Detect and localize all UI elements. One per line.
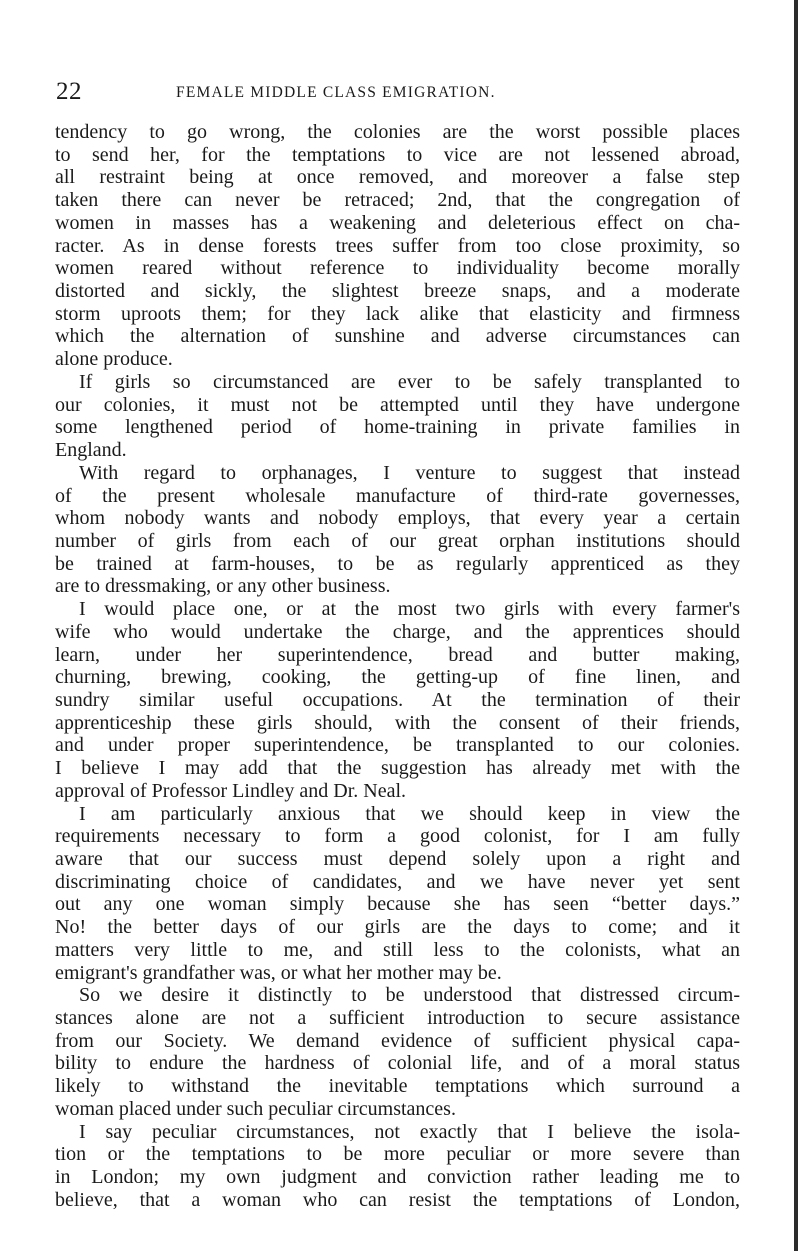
text-line: churning, brewing, cooking, the getting-up of fine linen, and [55,666,740,689]
text-line: in London; my own judgment and conviction rather leading me to [55,1166,740,1189]
text-line: number of girls from each of our great orphan institutions should [55,529,740,552]
text-line: tion or the temptations to be more peculiar or more severe than [55,1143,740,1166]
text-line: matters very little to me, and still less to the colonists, what an [55,938,740,961]
page-edge-rule [794,0,798,1251]
text-line: which the alternation of sunshine and adverse circumstances can [55,325,740,348]
text-line: apprenticeship these girls should, with the consent of their friends, [55,711,740,734]
text-line: So we desire it distinctly to be understood that distressed circum- [79,984,740,1007]
text-line: No! the better days of our girls are the days to come; and it [55,916,740,939]
text-line: out any one woman simply because she has seen “better days.” [55,893,740,916]
text-line: learn, under her superintendence, bread and butter making, [55,643,740,666]
text-line: believe, that a woman who can resist the temptations of London, [55,1188,740,1211]
text-line: alone produce. [55,348,173,371]
text-line: women in masses has a weakening and deleterious effect on cha- [55,211,740,234]
text-line: aware that our success must depend solely upon a right and [55,848,740,870]
text-line: and under proper superintendence, be transplanted to our colonies. [55,734,740,757]
text-line: racter. As in dense forests trees suffer from too close proximity, so [55,234,740,257]
text-line: bility to endure the hardness of colonial life, and of a moral status [55,1052,740,1075]
text-line: whom nobody wants and nobody employs, that every year a certain [55,507,740,530]
text-line: discriminating choice of candidates, and we have never yet sent [55,870,740,893]
text-line: women reared without reference to individuality become morally [55,257,740,280]
text-line: sundry similar useful occupations. At the termination of their [55,688,740,711]
text-line: taken there can never be retraced; 2nd, that the congregation of [55,189,740,212]
running-head: FEMALE MIDDLE CLASS EMIGRATION. [176,84,496,101]
text-line: storm uproots them; for they lack alike that elasticity and firmness [55,302,740,325]
text-line: stances alone are not a sufficient introduction to secure assistance [55,1007,740,1030]
page-header [56,78,746,108]
text-line: I say peculiar circumstances, not exactly that I believe the isola- [79,1120,740,1143]
text-line: woman placed under such peculiar circumstances. [55,1097,456,1120]
text-line: some lengthened period of home-training in private families in [55,416,740,439]
text-line: tendency to go wrong, the colonies are the worst possible places [55,121,740,143]
text-line: I believe I may add that the suggestion has already met with the [55,757,740,780]
text-line: If girls so circumstanced are ever to be safely transplanted to [79,370,740,393]
text-line: likely to withstand the inevitable temptations which surround a [55,1075,740,1098]
text-line: emigrant's grandfather was, or what her mother may be. [55,961,502,984]
page-number: 22 [56,78,82,105]
text-line: are to dressmaking, or any other business. [55,575,391,598]
text-line: our colonies, it must not be attempted until they have undergone [55,393,740,416]
text-line: England. [55,439,127,462]
body-text [55,121,740,1212]
text-line: I would place one, or at the most two girls with every farmer's [79,598,740,621]
text-line: requirements necessary to form a good colonist, for I am fully [55,825,740,848]
text-line: all restraint being at once removed, and moreover a false step [55,166,740,189]
text-line: With regard to orphanages, I venture to suggest that instead [79,461,740,484]
text-line: be trained at farm-houses, to be as regularly apprenticed as they [55,552,740,575]
text-line: from our Society. We demand evidence of sufficient physical capa- [55,1029,740,1052]
text-line: I am particularly anxious that we should keep in view the [79,802,740,825]
text-line: approval of Professor Lindley and Dr. Neal. [55,779,407,802]
text-line: of the present wholesale manufacture of third-rate governesses, [55,484,740,507]
text-line: to send her, for the temptations to vice are not lessened abroad, [55,143,740,166]
text-line: wife who would undertake the charge, and the apprentices should [55,620,740,643]
text-line: distorted and sickly, the slightest breeze snaps, and a moderate [55,280,740,303]
